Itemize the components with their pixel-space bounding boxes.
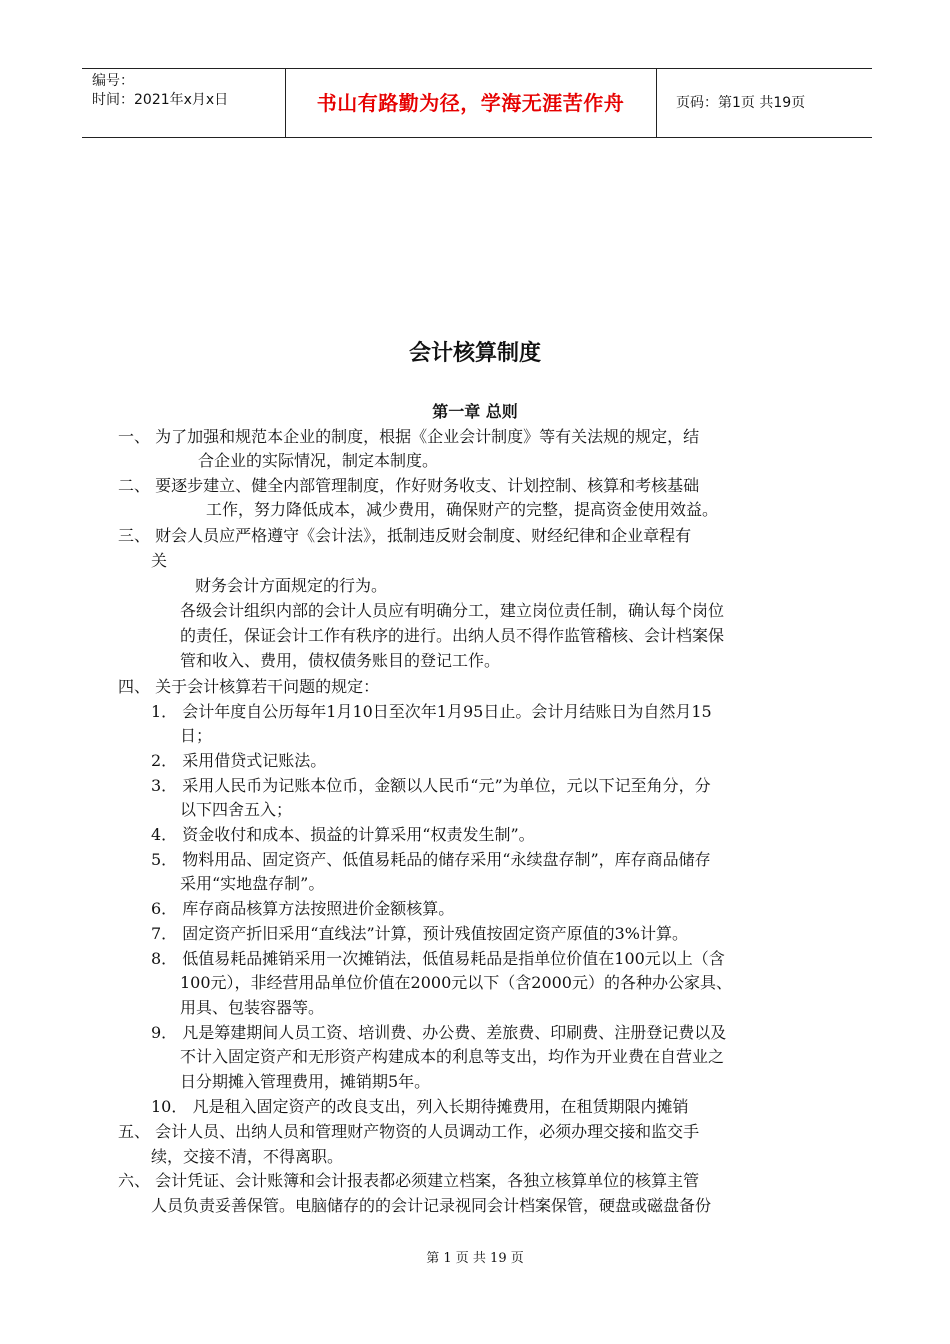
time-label: 时间：2021年x月x日 [92, 92, 229, 108]
text-line: 三、 财会人员应严格遵守《会计法》，抵制违反财会制度、财经纪律和企业章程有 [118, 526, 692, 545]
text-line: 日； [180, 726, 213, 745]
header-meta-cell [82, 69, 286, 137]
text-line: 合企业的实际情况，制定本制度。 [198, 451, 439, 470]
page-footer: 第 1 页 共 19 页 [426, 1251, 524, 1266]
text-line: 5． 物料用品、固定资产、低值易耗品的储存采用“永续盘存制”，库存商品储存 [151, 850, 711, 869]
text-line: 一、 为了加强和规范本企业的制度，根据《企业会计制度》等有关法规的规定，结 [118, 427, 700, 446]
text-line: 4． 资金收付和成本、损益的计算采用“权责发生制”。 [151, 825, 535, 844]
text-line: 各级会计组织内部的会计人员应有明确分工，建立岗位责任制，确认每个岗位 [180, 601, 725, 620]
document-header [82, 68, 872, 138]
text-line: 四、 关于会计核算若干问题的规定： [118, 677, 380, 696]
text-line: 2． 采用借贷式记账法。 [151, 751, 327, 770]
header-motto: 书山有路勤为径，学海无涯苦作舟 [285, 69, 657, 137]
text-line: 人员负责妥善保管。电脑储存的的会计记录视同会计档案保管，硬盘或磁盘备份 [151, 1196, 712, 1215]
text-line: 关 [151, 551, 168, 570]
text-line: 8． 低值易耗品摊销采用一次摊销法，低值易耗品是指单位价值在100元以上（含 [151, 949, 725, 968]
text-line: 用具、包装容器等。 [180, 998, 325, 1017]
text-line: 的责任，保证会计工作有秩序的进行。出纳人员不得作监管稽核、会计档案保 [180, 626, 725, 645]
text-line: 二、 要逐步建立、健全内部管理制度，作好财务收支、计划控制、核算和考核基础 [118, 476, 700, 495]
text-line: 9． 凡是筹建期间人员工资、培训费、办公费、差旅费、印刷费、注册登记费以及 [151, 1023, 727, 1042]
serial-label: 编号： [92, 73, 134, 89]
text-line: 10． 凡是租入固定资产的改良支出，列入长期待摊费用，在租赁期限内摊销 [151, 1097, 689, 1116]
text-line: 不计入固定资产和无形资产构建成本的利息等支出，均作为开业费在自营业之 [180, 1047, 725, 1066]
text-line: 1． 会计年度自公历每年1月10日至次年1月95日止。会计月结账日为自然月15 [151, 702, 712, 721]
header-page-number [666, 69, 872, 137]
text-line: 续，交接不清，不得离职。 [151, 1147, 344, 1166]
text-line: 管和收入、费用，债权债务账目的登记工作。 [180, 651, 501, 670]
page-label: 页码：第1页 共19页 [676, 95, 806, 111]
text-line: 100元），非经营用品单位价值在2000元以下（含2000元）的各种办公家具、 [180, 973, 732, 992]
document-title: 会计核算制度 [408, 341, 541, 366]
text-line: 6． 库存商品核算方法按照进价金额核算。 [151, 899, 455, 918]
text-line: 工作，努力降低成本，减少费用，确保财产的完整，提高资金使用效益。 [206, 500, 719, 519]
text-line: 以下四舍五入； [180, 800, 293, 819]
text-line: 六、 会计凭证、会计账簿和会计报表都必须建立档案，各独立核算单位的核算主管 [118, 1171, 700, 1190]
text-line: 财务会计方面规定的行为。 [195, 576, 388, 595]
text-line: 五、 会计人员、出纳人员和管理财产物资的人员调动工作，必须办理交接和监交手 [118, 1122, 700, 1141]
text-line: 7． 固定资产折旧采用“直线法”计算，预计残值按固定资产原值的3%计算。 [151, 924, 689, 943]
chapter-heading: 第一章 总则 [432, 402, 518, 421]
text-line: 日分期摊入管理费用，摊销期5年。 [180, 1072, 431, 1091]
text-line: 采用“实地盘存制”。 [180, 874, 325, 893]
text-line: 3． 采用人民币为记账本位币，金额以人民币“元”为单位，元以下记至角分，分 [151, 776, 711, 795]
